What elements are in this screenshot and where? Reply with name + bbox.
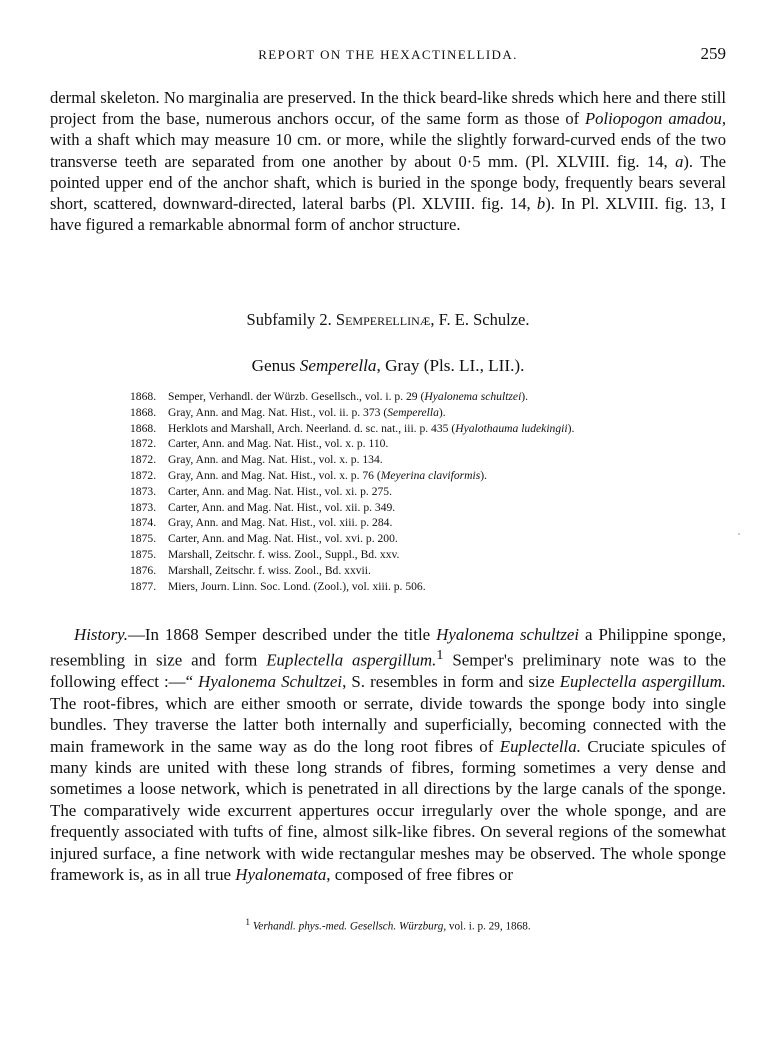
reference-item: 1875. Marshall, Zeitschr. f. wiss. Zool., Suppl., Bd. xxv. (130, 547, 400, 561)
reference-item: 1868. Semper, Verhandl. der Würzb. Gesellsch., vol. i. p. 29 (Hyalonema schultzei). (130, 390, 529, 403)
stray-mark (738, 533, 740, 535)
reference-item: 1873. Carter, Ann. and Mag. Nat. Hist., vol. xi. p. 275. (130, 484, 392, 498)
reference-item: 1872. Gray, Ann. and Mag. Nat. Hist., vol. x. p. 134. (130, 453, 383, 467)
history-label: History. (74, 625, 128, 644)
paragraph-dermal-skeleton: dermal skeleton. No marginalia are preserved. In the thick beard-like shreds which here and there still project from the base, numerous anchors occur, of the same form as those of Poliopogon amadou, with a shaft which may measure 10 cm. or more, while the slightly forward-curved ends of the two transverse teeth are separated from one another by about 0·5 mm. (Pl. XLVIII. fig. 14, a). The pointed upper end of the anchor shaft, which is buried in the sponge body, frequently bears several short, scattered, downward-directed, lateral barbs (Pl. XLVIII. fig. 14, b). In Pl. XLVIII. fig. 13, I have figured a remarkable abnormal form of anchor structure. (50, 88, 726, 235)
reference-item: 1872. Carter, Ann. and Mag. Nat. Hist., vol. x. p. 110. (130, 437, 389, 451)
reference-item: 1874. Gray, Ann. and Mag. Nat. Hist., vol. xiii. p. 284. (130, 516, 393, 530)
footnote-marker: 1 (245, 918, 251, 928)
reference-list (130, 389, 730, 594)
footnote-ref: 1 (436, 647, 444, 664)
subfamily-heading: Subfamily 2. Semperellinæ, F. E. Schulze. (246, 310, 530, 329)
page-number: 259 (700, 44, 726, 63)
reference-item: 1868. Gray, Ann. and Mag. Nat. Hist., vol. ii. p. 373 (Semperella). (130, 405, 446, 419)
reference-item: 1868. Herklots and Marshall, Arch. Neerland. d. sc. nat., iii. p. 435 (Hyalothauma ludekingii). (130, 421, 575, 435)
paragraph-history: History.—In 1868 Semper described under the title Hyalonema schultzei a Philippine sponge, resembling in size and form Euplectella aspergillum.$^1$ Semper's preliminary note was to the following effect :—“ Hyalonema Schultzei, S. resembles in form and size Euplectella aspergillum. The root-fibres, which are either smooth or serrate, divide towards the sponge body into single bundles. They traverse the latter both internally and superficially, becoming connected with the main framework in the same way as do the long root fibres of Euplectella. Cruciate spicules of many kinds are united with these long strands of fibres, forming sometimes a very dense and sometimes a loose network, which is penetrated in all directions by the large canals of the sponge. The comparatively wide excurrent appertures occur irregularly over the whole sponge, and are frequently associated with tufts of fine, almost silk-like fibres. On several regions of the somewhat injured surface, a fine network with wide rectangular meshes may be observed. The whole sponge framework is, as in all true Hyalonemata, composed of free fibres or (50, 625, 727, 885)
footnote: $^1$ Verhandl. phys.-med. Gesellsch. Würzburg, vol. i. p. 29, 1868. (245, 918, 531, 933)
reference-item: 1875. Carter, Ann. and Mag. Nat. Hist., vol. xvi. p. 200. (130, 532, 398, 546)
reference-item: 1872. Gray, Ann. and Mag. Nat. Hist., vol. x. p. 76 (Meyerina claviformis). (130, 468, 488, 482)
taxon-name: Poliopogon amadou (585, 109, 722, 129)
reference-item: 1876. Marshall, Zeitschr. f. wiss. Zool., Bd. xxvii. (130, 563, 371, 577)
reference-item: 1877. Miers, Journ. Linn. Soc. Lond. (Zool.), vol. xiii. p. 506. (130, 579, 426, 593)
subfamily-name: Semperellinæ (335, 310, 431, 329)
running-head (50, 44, 726, 68)
genus-heading: Genus Semperella, Gray (Pls. LI., LII.). (251, 356, 525, 375)
genus-name: Semperella (299, 356, 377, 375)
reference-item: 1873. Carter, Ann. and Mag. Nat. Hist., vol. xii. p. 349. (130, 500, 396, 514)
running-title: REPORT ON THE HEXACTINELLIDA. (258, 47, 518, 62)
